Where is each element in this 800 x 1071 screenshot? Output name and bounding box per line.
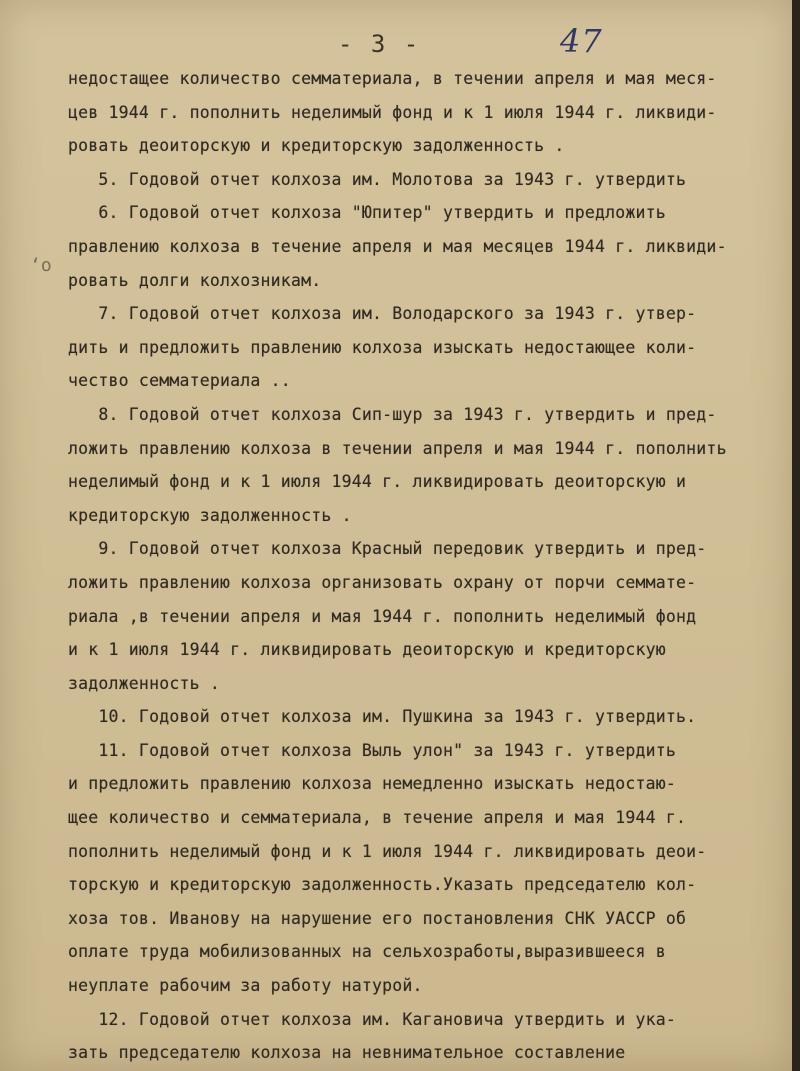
text-line: 12. Годовой отчет колхоза им. Кагановича утвердить и ука-	[68, 1009, 677, 1029]
text-line: ложить правлению колхоза в течении апреля и мая 1944 г. пополнить	[68, 438, 727, 458]
text-line: и к 1 июля 1944 г. ликвидировать деоиторскую и кредиторскую	[68, 640, 666, 660]
text-line: щее количество и семматериала, в течение апреля и мая 1944 г.	[68, 808, 687, 828]
text-line: 10. Годовой отчет колхоза им. Пушкина за 1943 г. утвердить.	[68, 707, 697, 727]
text-line: ровать долги колхозникам.	[68, 270, 322, 290]
document-body	[68, 62, 758, 1070]
text-line: неделимый фонд и к 1 июля 1944 г. ликвидировать деоиторскую и	[68, 472, 687, 492]
archive-folio-number: 47	[560, 22, 603, 60]
text-line: 7. Годовой отчет колхоза им. Володарского за 1943 г. утвер-	[68, 304, 697, 324]
text-line: зать председателю колхоза на невнимательное составление	[68, 1043, 626, 1063]
text-line: ровать деоиторскую и кредиторскую задолженность .	[68, 136, 565, 156]
text-line: и предложить правлению колхоза немедленно изыскать недостаю-	[68, 774, 677, 794]
text-line: кредиторскую задолженность .	[68, 505, 352, 525]
text-line: 8. Годовой отчет колхоза Сип-шур за 1943 г. утвердить и пред-	[68, 404, 717, 424]
text-line: дить и предложить правлению колхоза изыскать недостающее коли-	[68, 337, 697, 357]
text-line: правлению колхоза в течение апреля и мая месяцев 1944 г. ликвиди-	[68, 236, 727, 256]
text-line: недостащее количество семматериала, в течении апреля и мая меся-	[68, 69, 717, 88]
text-line: 5. Годовой отчет колхоза им. Молотова за 1943 г. утвердить	[68, 169, 687, 189]
text-line: неуплате рабочим за работу натурой.	[68, 976, 423, 996]
text-line: оплате труда мобилизованных на сельхозработы,выразившееся в	[68, 942, 666, 962]
page-header	[0, 22, 792, 62]
text-line: пополнить неделимый фонд и к 1 июля 1944 г. ликвидировать деои-	[68, 841, 707, 861]
text-line: риала ,в течении апреля и мая 1944 г. пополнить неделимый фонд	[68, 606, 697, 626]
text-line: 9. Годовой отчет колхоза Красный передовик утвердить и пред-	[68, 539, 707, 559]
text-line: 11. Годовой отчет колхоза Выль улон" за 1943 г. утвердить	[68, 740, 677, 760]
text-line: цев 1944 г. пополнить неделимый фонд и к 1 июля 1944 г. ликвиди-	[68, 102, 717, 122]
text-line: чество семматериала ..	[68, 371, 291, 391]
text-line: хоза тов. Иванову на нарушение его постановления СНК УАССР об	[68, 908, 687, 928]
page-number: - 3 -	[338, 30, 421, 58]
text-line: задолженность .	[68, 673, 221, 693]
margin-mark: ʻo	[30, 255, 52, 276]
text-line: ложить правлению колхоза организовать охрану от порчи семмате-	[68, 572, 697, 592]
text-line: торскую и кредиторскую задолженность.Указать председателю кол-	[68, 875, 697, 895]
text-line: 6. Годовой отчет колхоза "Юпитер" утвердить и предложить	[68, 203, 666, 223]
scan-edge	[792, 0, 800, 1071]
